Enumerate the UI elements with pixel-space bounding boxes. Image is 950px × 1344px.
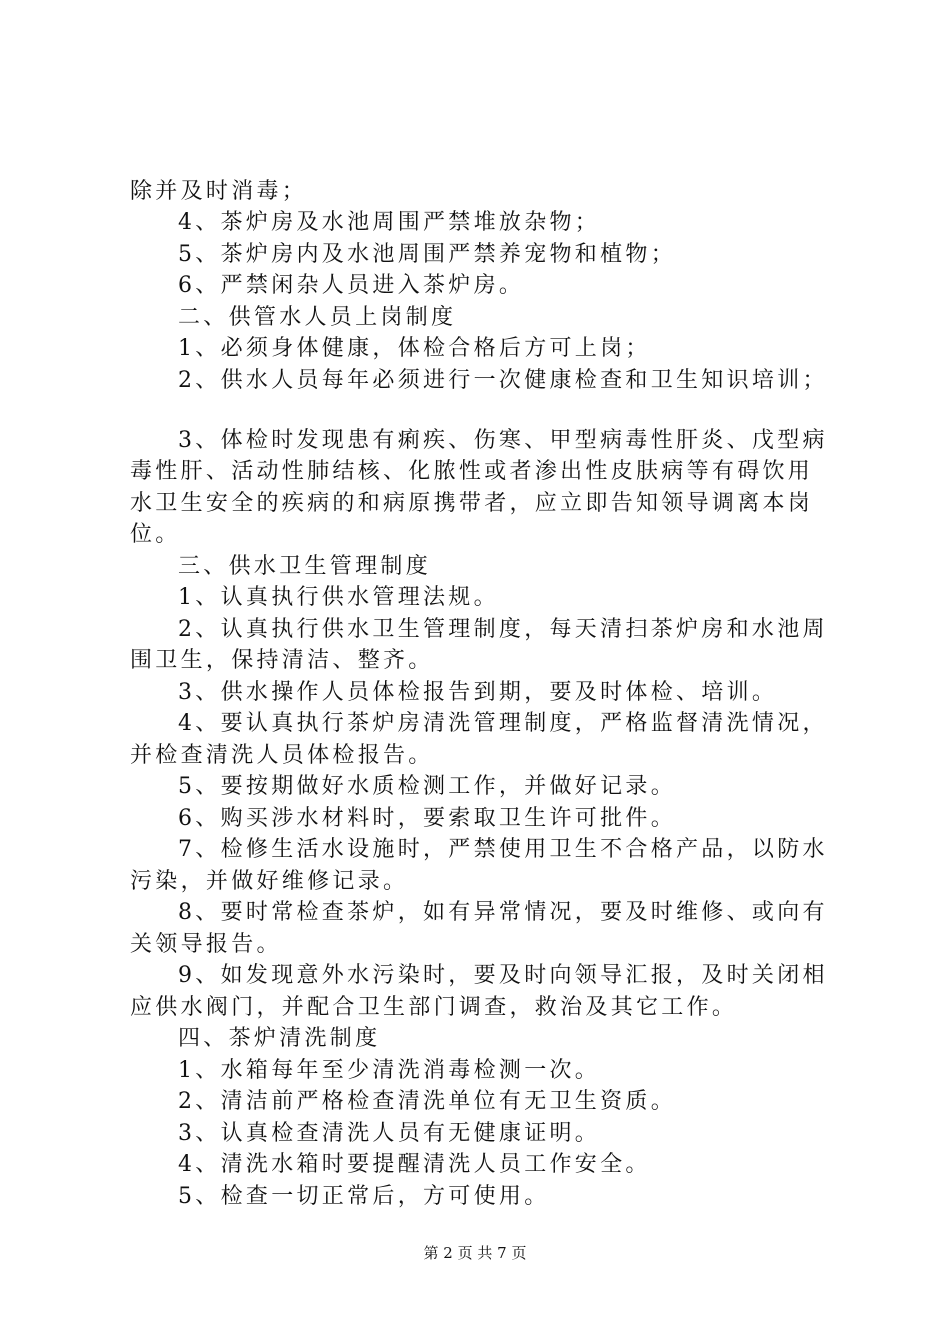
text-line: 7、检修生活水设施时，严禁使用卫生不合格产品，以防水 [178, 837, 828, 862]
text-line: 6、严禁闲杂人员进入茶炉房。 [178, 273, 525, 298]
text-line: 3、供水操作人员体检报告到期，要及时体检、培训。 [178, 680, 778, 705]
text-line: 围卫生，保持清洁、整齐。 [130, 648, 434, 673]
text-line: 8、要时常检查茶炉，如有异常情况，要及时维修、或向有 [178, 900, 828, 925]
text-line: 水卫生安全的疾病的和病原携带者，应立即告知领导调离本岗 [130, 491, 814, 516]
text-line: 并检查清洗人员体检报告。 [130, 743, 434, 768]
text-line: 应供水阀门，并配合卫生部门调查，救治及其它工作。 [130, 995, 738, 1020]
section-heading: 三、供水卫生管理制度 [178, 554, 432, 579]
text-line: 4、清洗水箱时要提醒清洗人员工作安全。 [178, 1152, 651, 1177]
text-line: 除并及时消毒； [130, 179, 308, 204]
text-line: 关领导报告。 [130, 932, 282, 957]
section-heading: 二、供管水人员上岗制度 [178, 305, 457, 330]
text-line: 1、必须身体健康，体检合格后方可上岗； [178, 336, 651, 361]
text-line: 3、体检时发现患有痢疾、伤寒、甲型病毒性肝炎、戊型病 [178, 428, 828, 453]
text-line: 2、认真执行供水卫生管理制度，每天清扫茶炉房和水池周 [178, 617, 828, 642]
text-line: 1、认真执行供水管理法规。 [178, 585, 499, 610]
section-heading: 四、茶炉清洗制度 [178, 1026, 381, 1051]
text-line: 毒性肝、活动性肺结核、化脓性或者渗出性皮肤病等有碍饮用 [130, 459, 814, 484]
text-line: 2、供水人员每年必须进行一次健康检查和卫生知识培训； [178, 368, 828, 393]
text-line: 2、清洁前严格检查清洗单位有无卫生资质。 [178, 1089, 676, 1114]
text-line: 污染，并做好维修记录。 [130, 869, 409, 894]
text-line: 5、茶炉房内及水池周围严禁养宠物和植物； [178, 242, 676, 267]
text-line: 5、要按期做好水质检测工作，并做好记录。 [178, 774, 676, 799]
text-line: 1、水箱每年至少清洗消毒检测一次。 [178, 1058, 601, 1083]
text-line: 5、检查一切正常后，方可使用。 [178, 1184, 550, 1209]
text-line: 4、要认真执行茶炉房清洗管理制度，严格监督清洗情况， [178, 711, 828, 736]
text-line: 6、购买涉水材料时，要索取卫生许可批件。 [178, 806, 676, 831]
text-line: 位。 [130, 522, 181, 547]
text-line: 4、茶炉房及水池周围严禁堆放杂物； [178, 210, 601, 235]
text-line: 9、如发现意外水污染时，要及时向领导汇报，及时关闭相 [178, 963, 828, 988]
page-number-footer: 第 2 页 共 7 页 [423, 1244, 527, 1262]
text-line: 3、认真检查清洗人员有无健康证明。 [178, 1121, 601, 1146]
